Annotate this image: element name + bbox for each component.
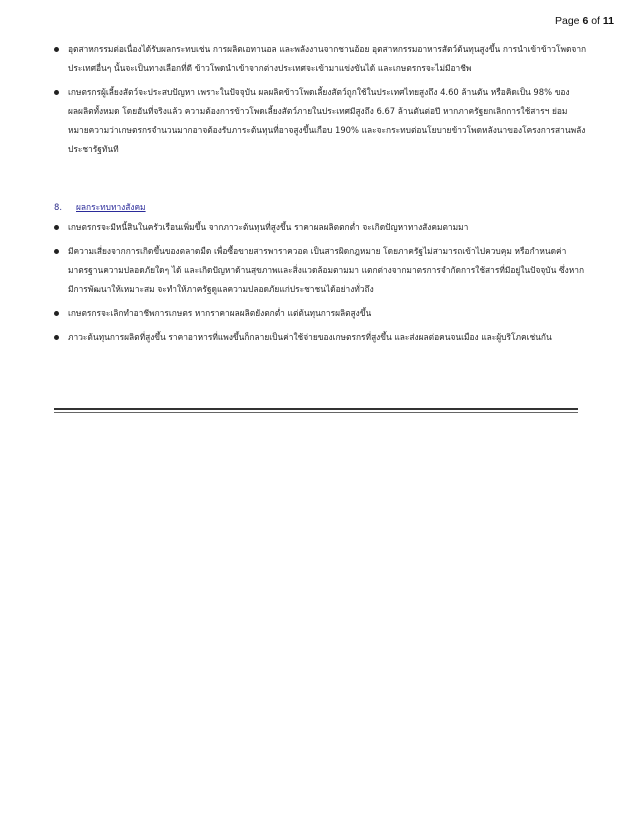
list-item (68, 40, 588, 78)
list-item (68, 83, 588, 159)
page-number (555, 15, 614, 27)
bullet-icon (54, 311, 59, 316)
page-current: 6 (582, 15, 589, 27)
bullet-icon (54, 249, 59, 254)
bullet-icon (54, 335, 59, 340)
footer-divider-thin (54, 412, 578, 413)
list-item (68, 304, 588, 323)
page-separator: of (588, 15, 603, 27)
economic-impact-list (68, 40, 588, 164)
footer-divider-thick (54, 408, 578, 410)
list-item (68, 328, 588, 347)
list-item-text: เกษตรกรจะเลิกทำอาชีพการเกษตร หากราคาผลผลิตยังตกต่ำ แต่ต้นทุนการผลิตสูงขึ้น (68, 308, 372, 318)
list-item (68, 218, 588, 237)
social-impact-list (68, 218, 588, 352)
page-prefix: Page (555, 15, 583, 27)
section-title: ผลกระทบทางสังคม (76, 202, 146, 212)
list-item (68, 242, 588, 299)
section-number: 8. (54, 202, 62, 212)
list-item-text: ภาวะต้นทุนการผลิตที่สูงขึ้น ราคาอาหารที่แพงขึ้นก็กลายเป็นค่าใช้จ่ายของเกษตรกรที่สูงขึ้น และส่งผลต่อคนจนเมือง และผู้บริโภคเช่นกัน (68, 332, 552, 342)
bullet-icon (54, 90, 59, 95)
bullet-icon (54, 225, 59, 230)
page-total: 11 (602, 15, 614, 27)
list-item-text: เกษตรกรผู้เลี้ยงสัตว์จะประสบปัญหา เพราะในปัจจุบัน ผลผลิตข้าวโพดเลี้ยงสัตว์ถูกใช้ในประเทศไทยสูงถึง 4.60 ล้านตัน หรือคิดเป็น 98% ของผลผลิตทั้งหมด โดยอันที่จริงแล้ว ความต้องการข้าวโพดเลี้ยงสัตว์ภายในประเทศมีสูงถึง 6.67 ล้านตันต่อปี หากภาครัฐยกเลิกการใช้สารฯ ย่อมหมายความว่าเกษตรกรจำนวนมากอาจต้องรับภาระต้นทุนที่อาจสูงขึ้นเกือบ 190% และจะกระทบต่อนโยบายข้าวโพดหลังนาของโครงการสานพลังประชารัฐทันที (68, 87, 586, 154)
list-item-text: มีความเสี่ยงจากการเกิดขึ้นของตลาดมืด เพื่อซื้อขายสารพาราควอต เป็นสารผิดกฎหมาย โดยภาครัฐไม่สามารถเข้าไปควบคุม หรือกำหนดค่ามาตรฐานความปลอดภัยใดๆ ได้ และเกิดปัญหาด้านสุขภาพและสิ่งแวดล้อมตามมา แตกต่างจากมาตรการจำกัดการใช้สารที่มีอยู่ในปัจจุบัน ซึ่งหากมีการพัฒนาให้เหมาะสม จะทำให้ภาครัฐดูแลความปลอดภัยแก่ประชาชนได้อย่างทั่วถึง (68, 246, 585, 294)
section-heading (54, 200, 146, 214)
bullet-icon (54, 47, 59, 52)
list-item-text: เกษตรกรจะมีหนี้สินในครัวเรือนเพิ่มขึ้น จากภาวะต้นทุนที่สูงขึ้น ราคาผลผลิตตกต่ำ จะเกิดปัญหาทางสังคมตามมา (68, 222, 469, 232)
list-item-text: อุตสาหกรรมต่อเนื่องได้รับผลกระทบเช่น การผลิตเอทานอล และพลังงานจากชานอ้อย อุตสาหกรรมอาหารสัตว์ต้นทุนสูงขึ้น การนำเข้าข้าวโพดจากประเทศอื่นๆ นั้นจะเป็นทางเลือกที่ดี ข้าวโพดนำเข้าจากต่างประเทศจะเข้ามาแข่งขันได้ และเกษตรกรจะไม่มีอาชีพ (68, 44, 587, 73)
